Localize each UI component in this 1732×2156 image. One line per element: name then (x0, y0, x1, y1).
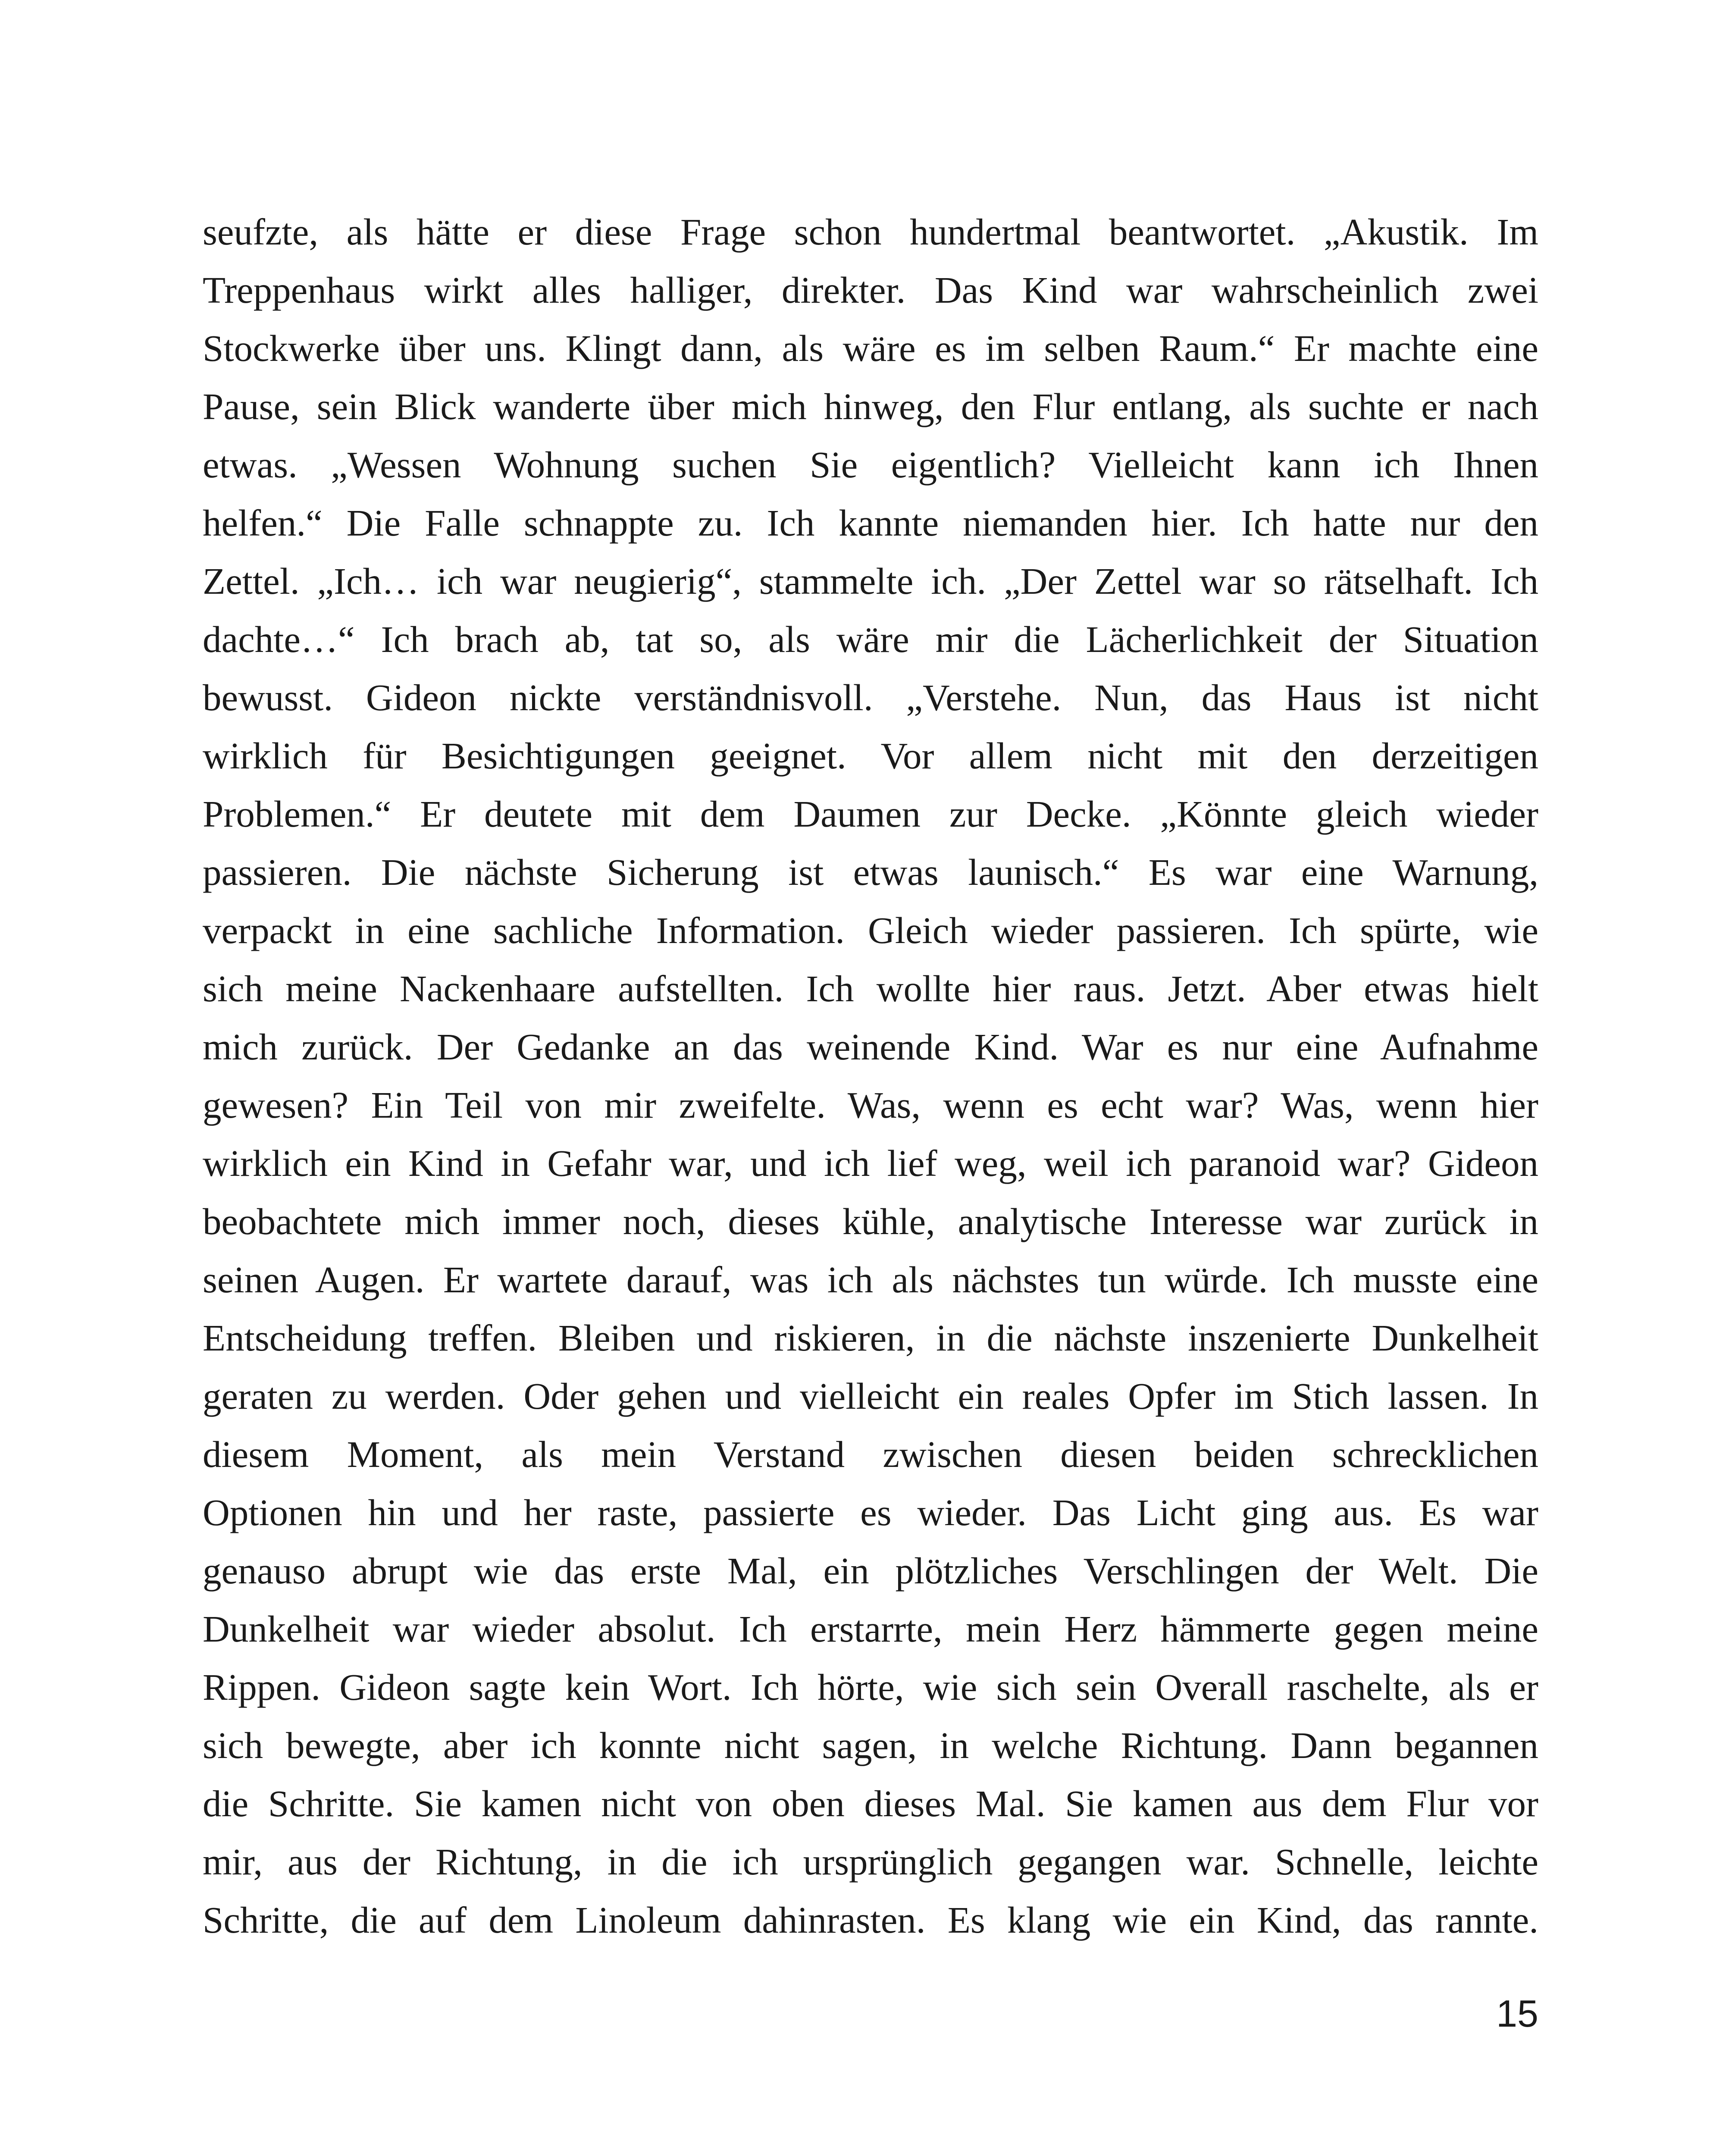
text-line: gewesen? Ein Teil von mir zweifelte. Was, wenn es echt war? Was, wenn hier (203, 1084, 1538, 1126)
text-line: Dunkelheit war wieder absolut. Ich erstarrte, mein Herz hämmerte gegen meine (203, 1608, 1538, 1650)
text-line: etwas. „Wessen Wohnung suchen Sie eigentlich? Vielleicht kann ich Ihnen (203, 444, 1538, 486)
text-line: Rippen. Gideon sagte kein Wort. Ich hörte, wie sich sein Overall raschelte, als er (203, 1666, 1538, 1708)
text-line: seinen Augen. Er wartete darauf, was ich als nächstes tun würde. Ich musste eine (203, 1259, 1538, 1300)
text-line: Treppenhaus wirkt alles halliger, direkter. Das Kind war wahrscheinlich zwei (203, 269, 1538, 311)
text-line: mich zurück. Der Gedanke an das weinende Kind. War es nur eine Aufnahme (203, 1026, 1538, 1068)
page-number: 15 (1496, 1992, 1538, 2035)
text-line: Zettel. „Ich… ich war neugierig“, stammelte ich. „Der Zettel war so rätselhaft. Ich (203, 560, 1538, 602)
text-line: seufzte, als hätte er diese Frage schon hundertmal beantwortet. „Akustik. Im (203, 211, 1538, 253)
text-line: wirklich für Besichtigungen geeignet. Vor allem nicht mit den derzeitigen (203, 735, 1538, 777)
text-line: wirklich ein Kind in Gefahr war, und ich lief weg, weil ich paranoid war? Gideon (203, 1142, 1538, 1184)
text-line: diesem Moment, als mein Verstand zwischen diesen beiden schrecklichen (203, 1433, 1538, 1475)
text-line: mir, aus der Richtung, in die ich ursprünglich gegangen war. Schnelle, leichte (203, 1841, 1538, 1883)
text-line: die Schritte. Sie kamen nicht von oben dieses Mal. Sie kamen aus dem Flur vor (203, 1783, 1538, 1824)
text-line: genauso abrupt wie das erste Mal, ein plötzliches Verschlingen der Welt. Die (203, 1550, 1538, 1592)
text-line: helfen.“ Die Falle schnappte zu. Ich kannte niemanden hier. Ich hatte nur den (203, 502, 1538, 544)
text-line: sich bewegte, aber ich konnte nicht sagen, in welche Richtung. Dann begannen (203, 1724, 1538, 1766)
body-text (203, 203, 1538, 1949)
text-line: Optionen hin und her raste, passierte es wieder. Das Licht ging aus. Es war (203, 1492, 1538, 1533)
text-line: verpackt in eine sachliche Information. Gleich wieder passieren. Ich spürte, wie (203, 909, 1538, 951)
text-line: Problemen.“ Er deutete mit dem Daumen zur Decke. „Könnte gleich wieder (203, 793, 1538, 835)
text-line: Entscheidung treffen. Bleiben und riskieren, in die nächste inszenierte Dunkelheit (203, 1317, 1538, 1359)
text-line: bewusst. Gideon nickte verständnisvoll. „Verstehe. Nun, das Haus ist nicht (203, 677, 1538, 718)
text-line: dachte…“ Ich brach ab, tat so, als wäre mir die Lächerlichkeit der Situation (203, 618, 1538, 660)
text-line: sich meine Nackenhaare aufstellten. Ich wollte hier raus. Jetzt. Aber etwas hielt (203, 968, 1538, 1009)
text-line: Stockwerke über uns. Klingt dann, als wäre es im selben Raum.“ Er machte eine (203, 327, 1538, 369)
text-line: Pause, sein Blick wanderte über mich hinweg, den Flur entlang, als suchte er nach (203, 385, 1538, 427)
text-line: passieren. Die nächste Sicherung ist etwas launisch.“ Es war eine Warnung, (203, 851, 1538, 893)
text-line: beobachtete mich immer noch, dieses kühle, analytische Interesse war zurück in (203, 1200, 1538, 1242)
text-line: geraten zu werden. Oder gehen und vielleicht ein reales Opfer im Stich lassen. In (203, 1375, 1538, 1417)
text-line: Schritte, die auf dem Linoleum dahinrasten. Es klang wie ein Kind, das rannte. (203, 1899, 1538, 1941)
